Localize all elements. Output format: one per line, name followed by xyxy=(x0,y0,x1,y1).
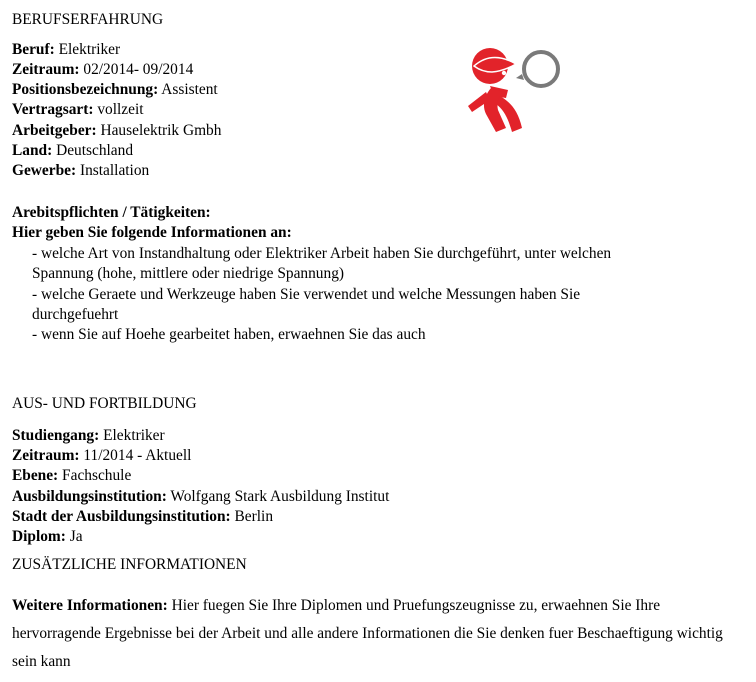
field-ebene xyxy=(12,466,131,486)
field-value: Installation xyxy=(79,162,150,179)
field-stadt xyxy=(12,507,273,527)
field-value: Berlin xyxy=(234,508,274,525)
field-value: Deutschland xyxy=(56,142,134,159)
field-zeitraum-edu xyxy=(12,446,191,466)
field-land xyxy=(12,141,133,161)
field-label: Ausbildungsinstitution: xyxy=(12,488,167,505)
field-institution xyxy=(12,487,389,507)
field-label: Positionsbezeichnung: xyxy=(12,81,159,98)
worker-logo-icon xyxy=(464,44,564,134)
additional-info-paragraph xyxy=(12,592,742,676)
field-value: 11/2014 - Aktuell xyxy=(83,447,192,464)
additional-info-text: Hier fuegen Sie Ihre Diplomen und Pruefungszeugnisse zu, erwaehnen Sie Ihre hervorragende Ergebnisse bei der Arbeit und alle andere Informationen die Sie denken fuer Beschaeftigung wichtig sein kann xyxy=(12,597,723,670)
field-zeitraum xyxy=(12,60,193,80)
field-diplom xyxy=(12,527,83,547)
section-heading-experience: BERUFSERFAHRUNG xyxy=(12,11,164,28)
field-label: Zeitraum: xyxy=(12,447,80,464)
duty-bullet-cont: durchgefuehrt xyxy=(32,306,119,323)
section-heading-education: AUS- UND FORTBILDUNG xyxy=(12,395,197,412)
field-label: Land: xyxy=(12,142,53,159)
additional-info-label: Weitere Informationen: xyxy=(12,597,168,614)
field-label: Studiengang: xyxy=(12,427,100,444)
field-value: 02/2014- 09/2014 xyxy=(83,61,194,78)
duty-bullet-cont: Spannung (hohe, mittlere oder niedrige Spannung) xyxy=(32,265,345,282)
field-value: Fachschule xyxy=(62,467,132,484)
field-label: Vertragsart: xyxy=(12,101,94,118)
field-label: Arbeitgeber: xyxy=(12,122,97,139)
field-beruf xyxy=(12,40,120,60)
field-vertragsart xyxy=(12,100,144,120)
duties-heading: Arebitspflichten / Tätigkeiten: xyxy=(12,204,211,221)
field-studiengang xyxy=(12,426,165,446)
field-value: Assistent xyxy=(161,81,218,98)
field-value: Ja xyxy=(69,528,83,545)
field-gewerbe xyxy=(12,161,149,181)
field-value: Wolfgang Stark Ausbildung Institut xyxy=(170,488,390,505)
field-position xyxy=(12,80,218,100)
duties-intro: Hier geben Sie folgende Informationen an: xyxy=(12,224,292,241)
duty-bullet: - welche Art von Instandhaltung oder Elektriker Arbeit haben Sie durchgeführt, unter welchen xyxy=(32,245,612,262)
field-label: Stadt der Ausbildungsinstitution: xyxy=(12,508,231,525)
field-label: Diplom: xyxy=(12,528,66,545)
field-value: Elektriker xyxy=(58,41,121,58)
field-value: vollzeit xyxy=(97,101,144,118)
field-arbeitgeber xyxy=(12,121,221,141)
duty-bullet: - wenn Sie auf Hoehe gearbeitet haben, erwaehnen Sie das auch xyxy=(32,326,426,343)
field-label: Zeitraum: xyxy=(12,61,80,78)
field-value: Elektriker xyxy=(103,427,165,444)
field-label: Ebene: xyxy=(12,467,59,484)
field-value: Hauselektrik Gmbh xyxy=(100,122,222,139)
duty-bullet: - welche Geraete und Werkzeuge haben Sie verwendet und welche Messungen haben Sie xyxy=(32,286,581,303)
field-label: Beruf: xyxy=(12,41,55,58)
section-heading-additional: ZUSÄTZLICHE INFORMATIONEN xyxy=(12,556,247,573)
field-label: Gewerbe: xyxy=(12,162,77,179)
